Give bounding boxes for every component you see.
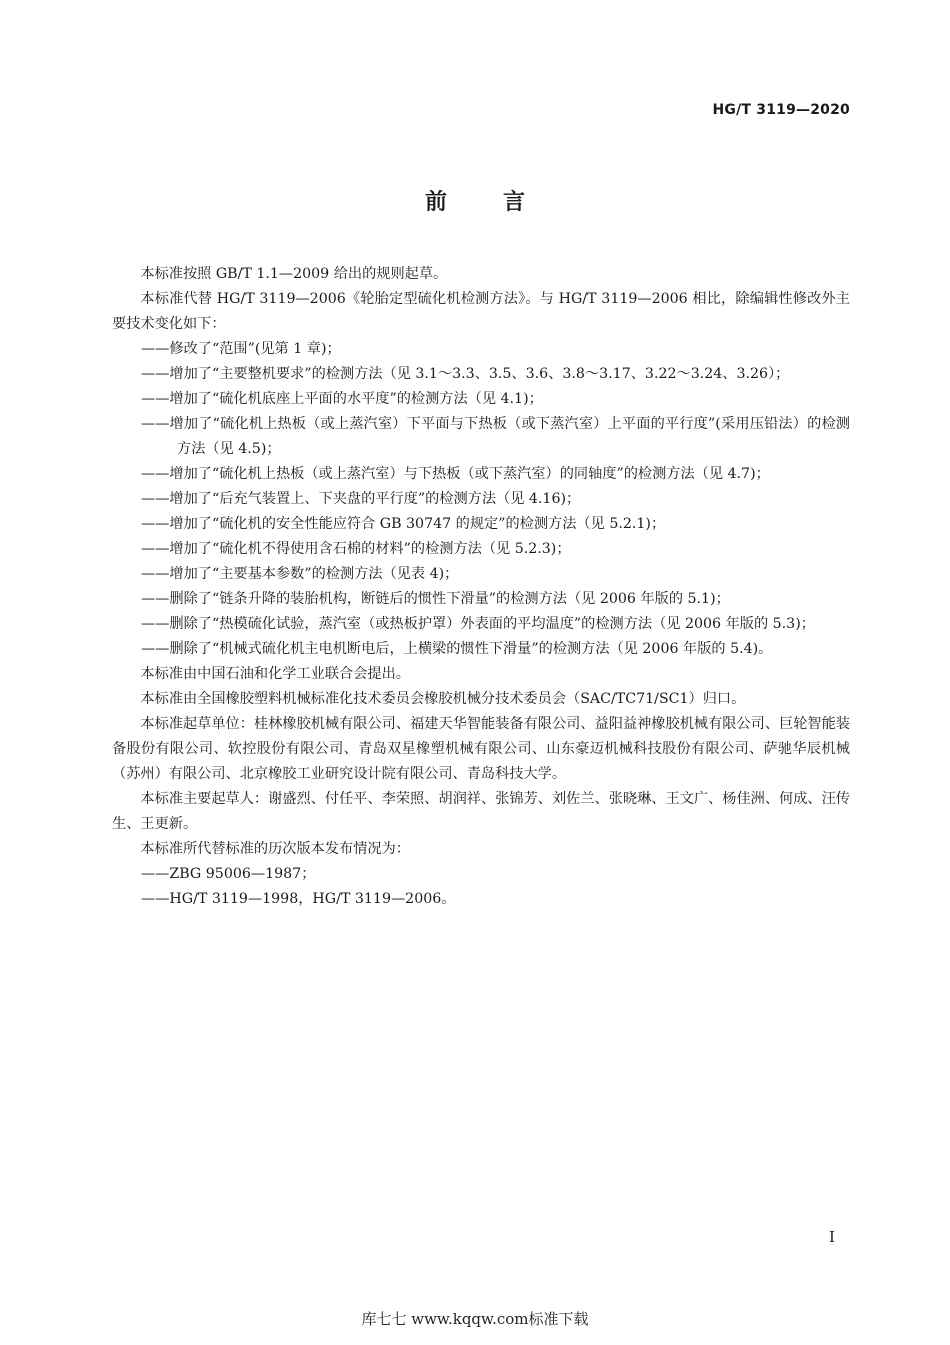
change-item: ——增加了“硫化机上热板（或上蒸汽室）下平面与下热板（或下蒸汽室）上平面的平行度”(采用压铅法）的检测方法（见 4.5)； (141, 416, 850, 457)
change-item: ——修改了“范围”(见第 1 章)； (141, 341, 341, 357)
history-item: ——ZBG 95006—1987； (141, 866, 316, 882)
change-item: ——删除了“机械式硫化机主电机断电后，上横梁的惯性下滑量”的检测方法（见 2006 年版的 5.4)。 (141, 641, 773, 657)
page-title: 前言 (424, 190, 581, 215)
history-item: ——HG/T 3119—1998，HG/T 3119—2006。 (141, 891, 456, 907)
footer-watermark: 库七七 www.kqqw.com标准下载 (361, 1310, 589, 1328)
standard-number: HG/T 3119—2020 (712, 102, 850, 118)
change-item: ——增加了“硫化机上热板（或上蒸汽室）与下热板（或下蒸汽室）的同轴度”的检测方法（见 4.7)； (141, 466, 770, 482)
change-item: ——删除了“链条升降的装胎机构，断链后的惯性下滑量”的检测方法（见 2006 年版的 5.1)； (141, 591, 730, 607)
change-item: ——增加了“主要基本参数”的检测方法（见表 4)； (141, 566, 459, 582)
paragraph: 本标准所代替标准的历次版本发布情况为： (140, 841, 410, 857)
document-body (112, 262, 850, 912)
change-item: ——删除了“热模硫化试验，蒸汽室（或热板护罩）外表面的平均温度”的检测方法（见 2006 年版的 5.3)； (141, 616, 815, 632)
paragraph: 本标准起草单位：桂林橡胶机械有限公司、福建天华智能装备有限公司、益阳益神橡胶机械有限公司、巨轮智能装备股份有限公司、软控股份有限公司、青岛双星橡塑机械有限公司、山东豪迈机械科技股份有限公司、萨驰华辰机械（苏州）有限公司、北京橡胶工业研究设计院有限公司、青岛科技大学。 (112, 716, 850, 782)
page-number: I (829, 1228, 835, 1246)
change-item: ——增加了“后充气装置上、下夹盘的平行度”的检测方法（见 4.16)； (141, 491, 581, 507)
paragraph: 本标准主要起草人：谢盛烈、付任平、李荣照、胡润祥、张锦芳、刘佐兰、张晓琳、王文广、杨佳洲、何成、汪传生、王更新。 (112, 791, 850, 832)
paragraph: 本标准代替 HG/T 3119—2006《轮胎定型硫化机检测方法》。与 HG/T 3119—2006 相比，除编辑性修改外主要技术变化如下： (112, 291, 850, 332)
change-item: ——增加了“主要整机要求”的检测方法（见 3.1～3.3、3.5、3.6、3.8～3.17、3.22～3.24、3.26）； (141, 366, 790, 382)
change-item: ——增加了“硫化机的安全性能应符合 GB 30747 的规定”的检测方法（见 5.2.1)； (141, 516, 666, 532)
paragraph: 本标准按照 GB/T 1.1—2009 给出的规则起草。 (140, 266, 448, 282)
paragraph: 本标准由中国石油和化学工业联合会提出。 (140, 666, 410, 682)
change-item: ——增加了“硫化机底座上平面的水平度”的检测方法（见 4.1)； (141, 391, 543, 407)
change-item: ——增加了“硫化机不得使用含石棉的材料”的检测方法（见 5.2.3)； (141, 541, 571, 557)
paragraph: 本标准由全国橡胶塑料机械标准化技术委员会橡胶机械分技术委员会（SAC/TC71/SC1）归口。 (140, 691, 746, 707)
